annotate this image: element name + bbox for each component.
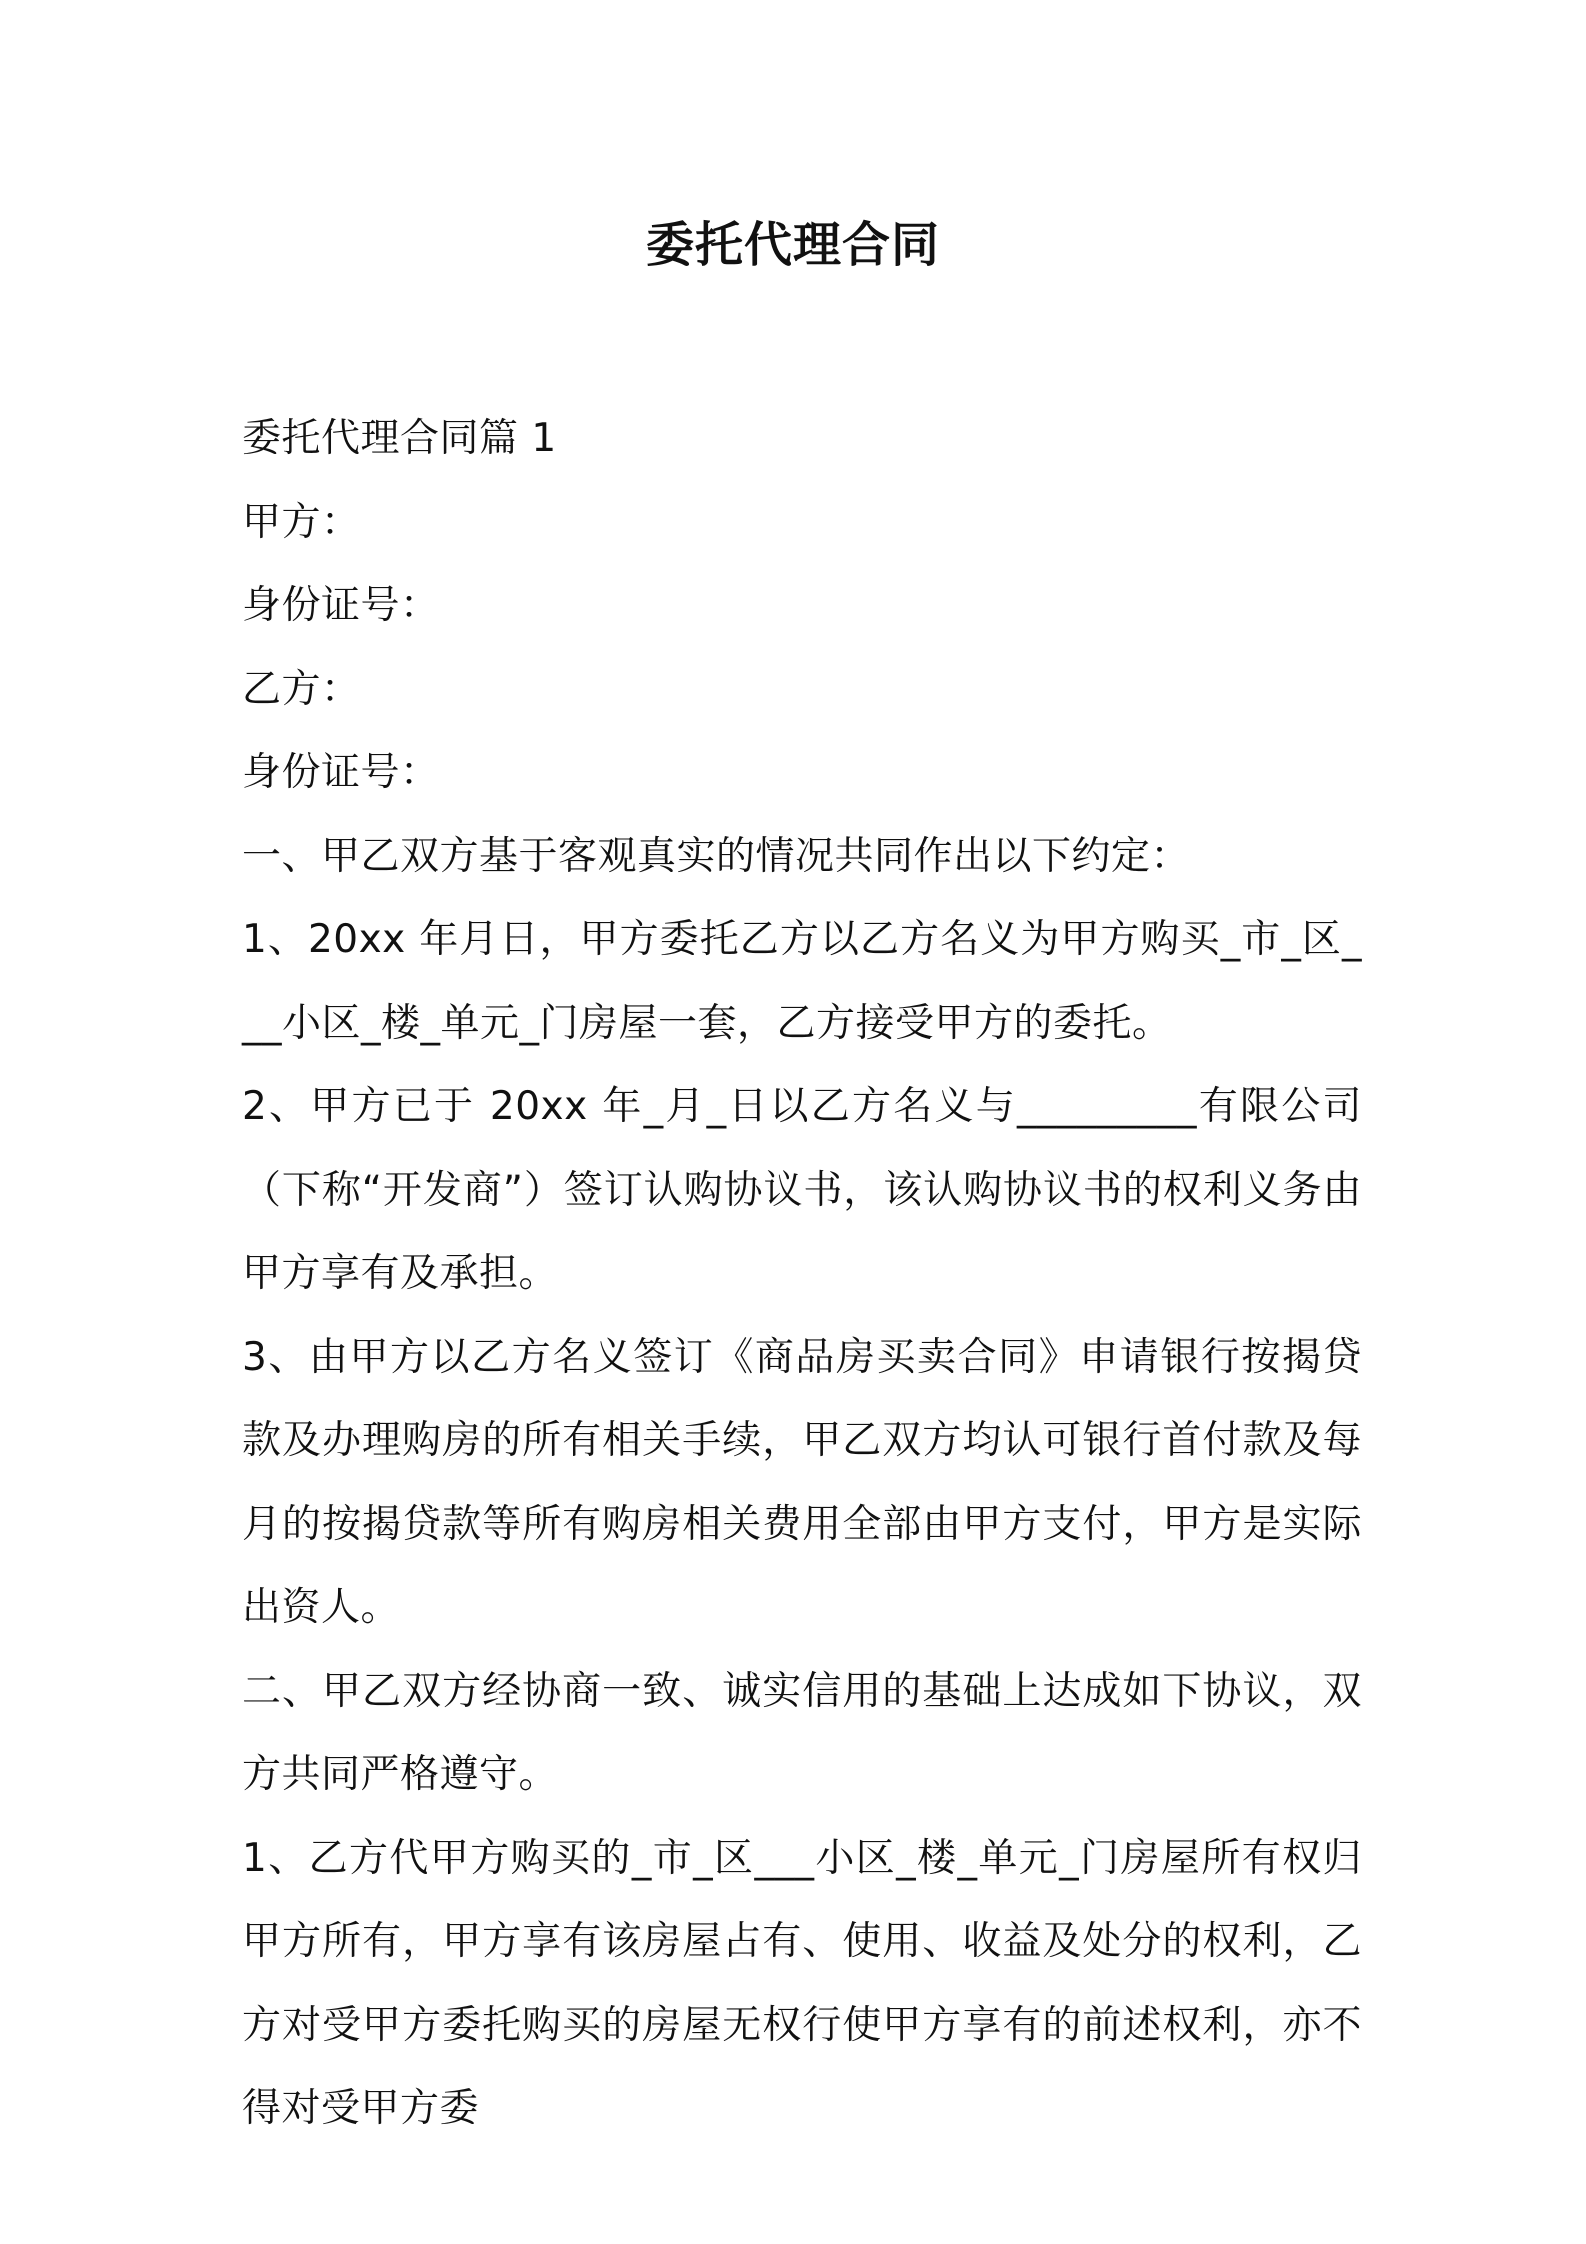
section-two-clause-1: 1、乙方代甲方购买的_市_区___小区_楼_单元_门房屋所有权归甲方所有，甲方享有该房屋占有、使用、收益及处分的权利，乙方对受甲方委托购买的房屋无权行使甲方享有的前述权利，亦不得对受甲方委 [242,1835,1362,2131]
party-a-label: 甲方： [242,499,361,545]
party-b-id-label: 身份证号： [242,750,440,795]
section-one-clause-1: 1、20xx 年月日，甲方委托乙方以乙方名义为甲方购买_市_区___小区_楼_单元_门房屋一套，乙方接受甲方的委托。 [242,917,1362,1046]
document-title: 委托代理合同 [645,217,940,273]
section-two-heading: 二、甲乙双方经协商一致、诚实信用的基础上达成如下协议，双方共同严格遵守。 [242,1668,1362,1797]
party-b-label: 乙方： [242,666,361,712]
contract-subtitle: 委托代理合同篇 1 [242,416,557,461]
party-a-id-label: 身份证号： [242,583,440,628]
section-one-heading: 一、甲乙双方基于客观真实的情况共同作出以下约定： [242,833,1191,879]
section-one-clause-2: 2、甲方已于 20xx 年_月_日以乙方名义与_________有限公司（下称“开发商”）签订认购协议书，该认购协议书的权利义务由甲方享有及承担。 [242,1084,1362,1296]
document-body [242,397,1362,2151]
section-one-clause-3: 3、由甲方以乙方名义签订《商品房买卖合同》申请银行按揭贷款及办理购房的所有相关手续，甲乙双方均认可银行首付款及每月的按揭贷款等所有购房相关费用全部由甲方支付，甲方是实际出资人。 [242,1334,1362,1630]
